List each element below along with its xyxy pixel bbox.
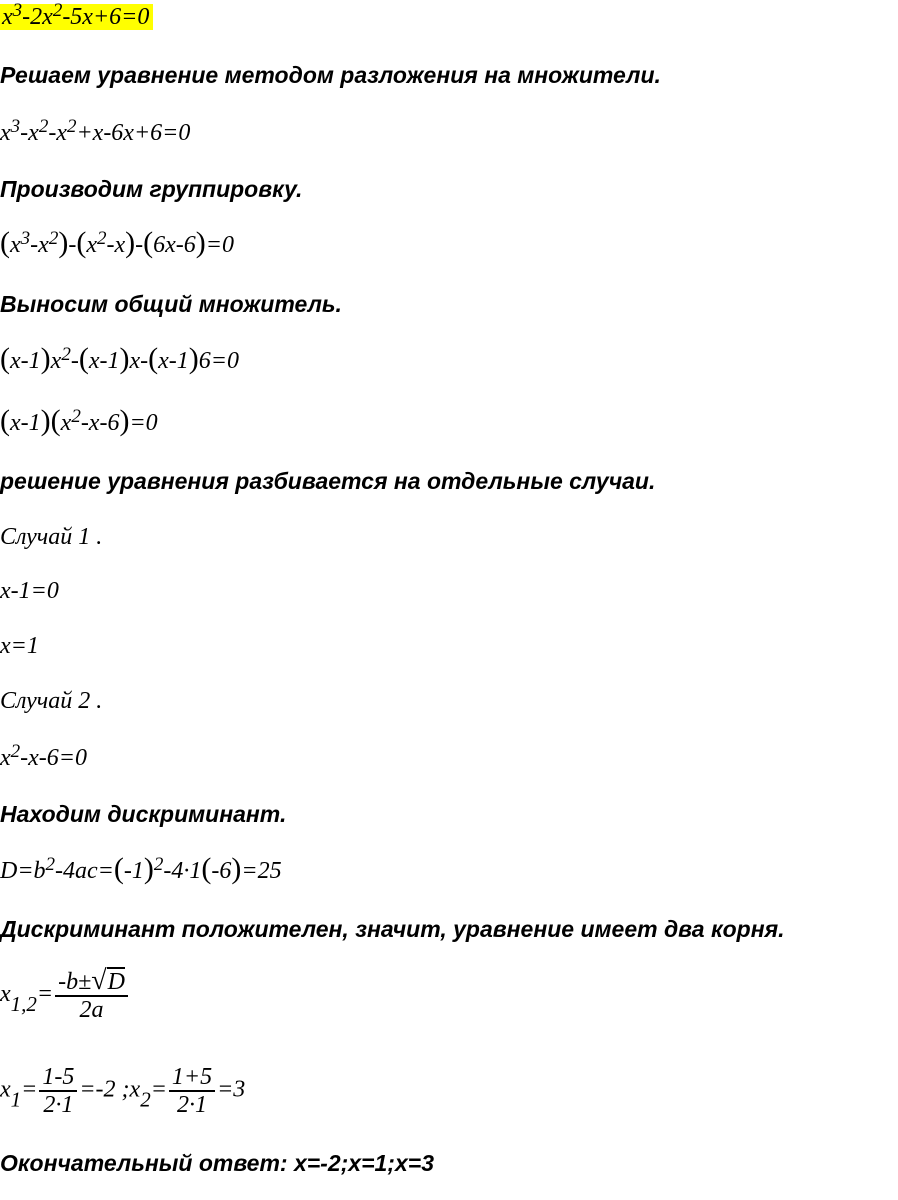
discriminant-positive-text: Дискриминант положителен, значит, уравнение имеет два корня. [0, 916, 785, 942]
step-factored: $(x-1)(x^2-x-6)=0$ [0, 404, 158, 437]
step-expand: $x^3-x^2-x^2+x-6x+6=0$ [0, 116, 191, 146]
step-common: $(x-1)x^2-(x-1)x-(x-1)6=0$ [0, 342, 239, 375]
case1-result: x=1 [0, 633, 39, 659]
step-grouping: $(x^3-x^2)-(x^2-x)-(6x-6)=0$ [0, 226, 234, 259]
common-factor-text: Выносим общий множитель. [0, 291, 342, 317]
main-equation [0, 0, 153, 31]
highlighted-equation: $x^3-2x^2-5x+6=0$ [0, 4, 153, 30]
case2-heading: Случай 2 . [0, 688, 103, 714]
cases-text: решение уравнения разбивается на отдельные случаи. [0, 468, 656, 494]
case1-equation: x-1=0 [0, 578, 59, 604]
roots-fraction: $\frac{-b\pm√D}{2a}$ [55, 968, 128, 1023]
discriminant-equation: $D=b^2-4ac=(-1)^2-4\cdot 1(-6)=25$ [0, 852, 282, 885]
final-answer: Окончательный ответ: x=-2;x=1;x=3 [0, 1150, 434, 1176]
root1-fraction: $\frac{1-5}{2\cdot 1}$ [39, 1064, 77, 1118]
grouping-text: Производим группировку. [0, 176, 303, 202]
roots-formula: $x_{1,2}=$ $\frac{-b\pm√D}{2a}$ [0, 968, 130, 1023]
case2-equation: $x^2-x-6=0$ [0, 741, 87, 771]
method-text: Решаем уравнение методом разложения на множители. [0, 62, 661, 88]
root2-fraction: $\frac{1+5}{2\cdot 1}$ [169, 1064, 215, 1118]
roots-values: $x_1=$ $\frac{1-5}{2\cdot 1}$ =-2 $;x_2=$ $\frac{1+5}{2\cdot 1}$ =3 [0, 1064, 246, 1118]
find-discriminant-text: Находим дискриминант. [0, 801, 287, 827]
case1-heading: Случай 1 . [0, 524, 103, 550]
